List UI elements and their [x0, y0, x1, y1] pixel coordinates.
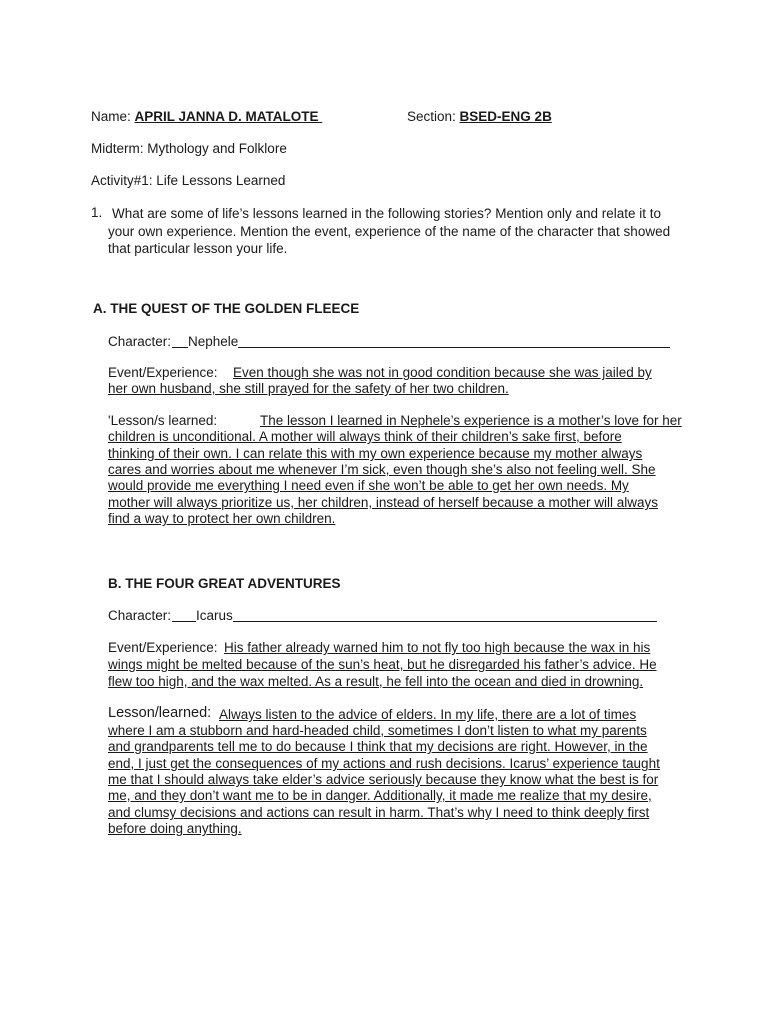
section-b-character-line: [172, 621, 657, 622]
section-b-lesson-label: Lesson/learned:: [108, 705, 212, 721]
section-a-title: A. THE QUEST OF THE GOLDEN FLEECE: [93, 301, 360, 316]
section-value: BSED-ENG 2B: [459, 109, 552, 124]
section-b-character-value: Icarus: [196, 608, 233, 623]
section-b-event-label: Event/Experience:: [108, 640, 218, 655]
section-a-character-label: Character:: [108, 334, 172, 349]
section-a-lesson-line-3: thinking of their own. I can relate this with my own experience because my mother always: [108, 446, 643, 461]
activity-line: Activity#1: Life Lessons Learned: [91, 173, 286, 188]
section-a-lesson-line-4: cares and worries about me whenever I’m sick, even though she’s also not feeling well. She: [108, 462, 656, 477]
section-a-lesson-line-2: children is unconditional. A mother will always think of their children’s sake first, before: [108, 429, 622, 444]
section-label: Section:: [407, 109, 456, 124]
section-b-lesson-line-4: end, I just get the consequences of my actions and rush decisions. Icarus’ experience taught: [108, 756, 660, 771]
section-b-lesson-line-2: where I am a stubborn and hard-headed child, sometimes I don’t listen to what my parents: [108, 723, 647, 738]
section-row: [407, 109, 552, 124]
section-a-character-value: Nephele: [188, 334, 239, 349]
section-a-lesson-line-1: The lesson I learned in Nephele’s experience is a mother’s love for her: [260, 413, 682, 428]
section-b-lesson-line-7: and clumsy decisions and actions can result in harm. That’s why I need to think deeply first: [108, 805, 650, 820]
name-row: [91, 109, 322, 124]
section-b-title: B. THE FOUR GREAT ADVENTURES: [108, 576, 341, 591]
midterm-line: Midterm: Mythology and Folklore: [91, 141, 287, 156]
section-a-event-line-2: her own husband, she still prayed for the safety of her two children.: [108, 381, 509, 396]
section-a-lesson-label: 'Lesson/s learned:: [108, 413, 218, 428]
section-a-character-line: [172, 347, 670, 348]
name-label: Name:: [91, 109, 131, 124]
name-value: APRIL JANNA D. MATALOTE: [134, 109, 319, 124]
section-b-lesson-line-3: and grandparents tell me to do because I think that my decisions are right. However, in the: [108, 739, 648, 754]
section-b-event-line-2: wings might be melted because of the sun’s heat, but he disregarded his father’s advice. He: [108, 657, 657, 672]
section-a-event-line-1: Even though she was not in good condition because she was jailed by: [233, 365, 652, 380]
section-b-character-label: Character:: [108, 608, 172, 623]
section-a-lesson-line-6: mother will always prioritize us, her children, instead of herself because a mother will always: [108, 495, 658, 510]
question-number: 1.: [91, 205, 103, 220]
section-a-lesson-line-5: would provide me everything I need even if she won’t be able to get her own needs. My: [108, 478, 629, 493]
question-text: What are some of life’s lessons learned in the following stories? Mention only and relate it to your own experience. Mention the event, experience of the name of the character that showed that particular lesson your life.: [108, 206, 671, 256]
section-b-lesson-line-6: me, and they don’t want me to be in danger. Additionally, it made me realize that my desire,: [108, 788, 652, 803]
section-b-event-line-3: flew too high, and the wax melted. As a result, he fell into the ocean and died in drowning.: [108, 674, 644, 689]
section-b-lesson-line-5: me that I should always take elder’s advice seriously because they know what the best is for: [108, 772, 659, 787]
section-b-lesson-line-8: before doing anything.: [108, 821, 242, 836]
section-b-event-line-1: His father already warned him to not fly too high because the wax in his: [224, 640, 651, 655]
section-a-lesson-line-7: find a way to protect her own children.: [108, 511, 336, 526]
section-a-event-label: Event/Experience:: [108, 365, 218, 380]
section-b-lesson-line-1: Always listen to the advice of elders. In my life, there are a lot of times: [219, 707, 637, 722]
